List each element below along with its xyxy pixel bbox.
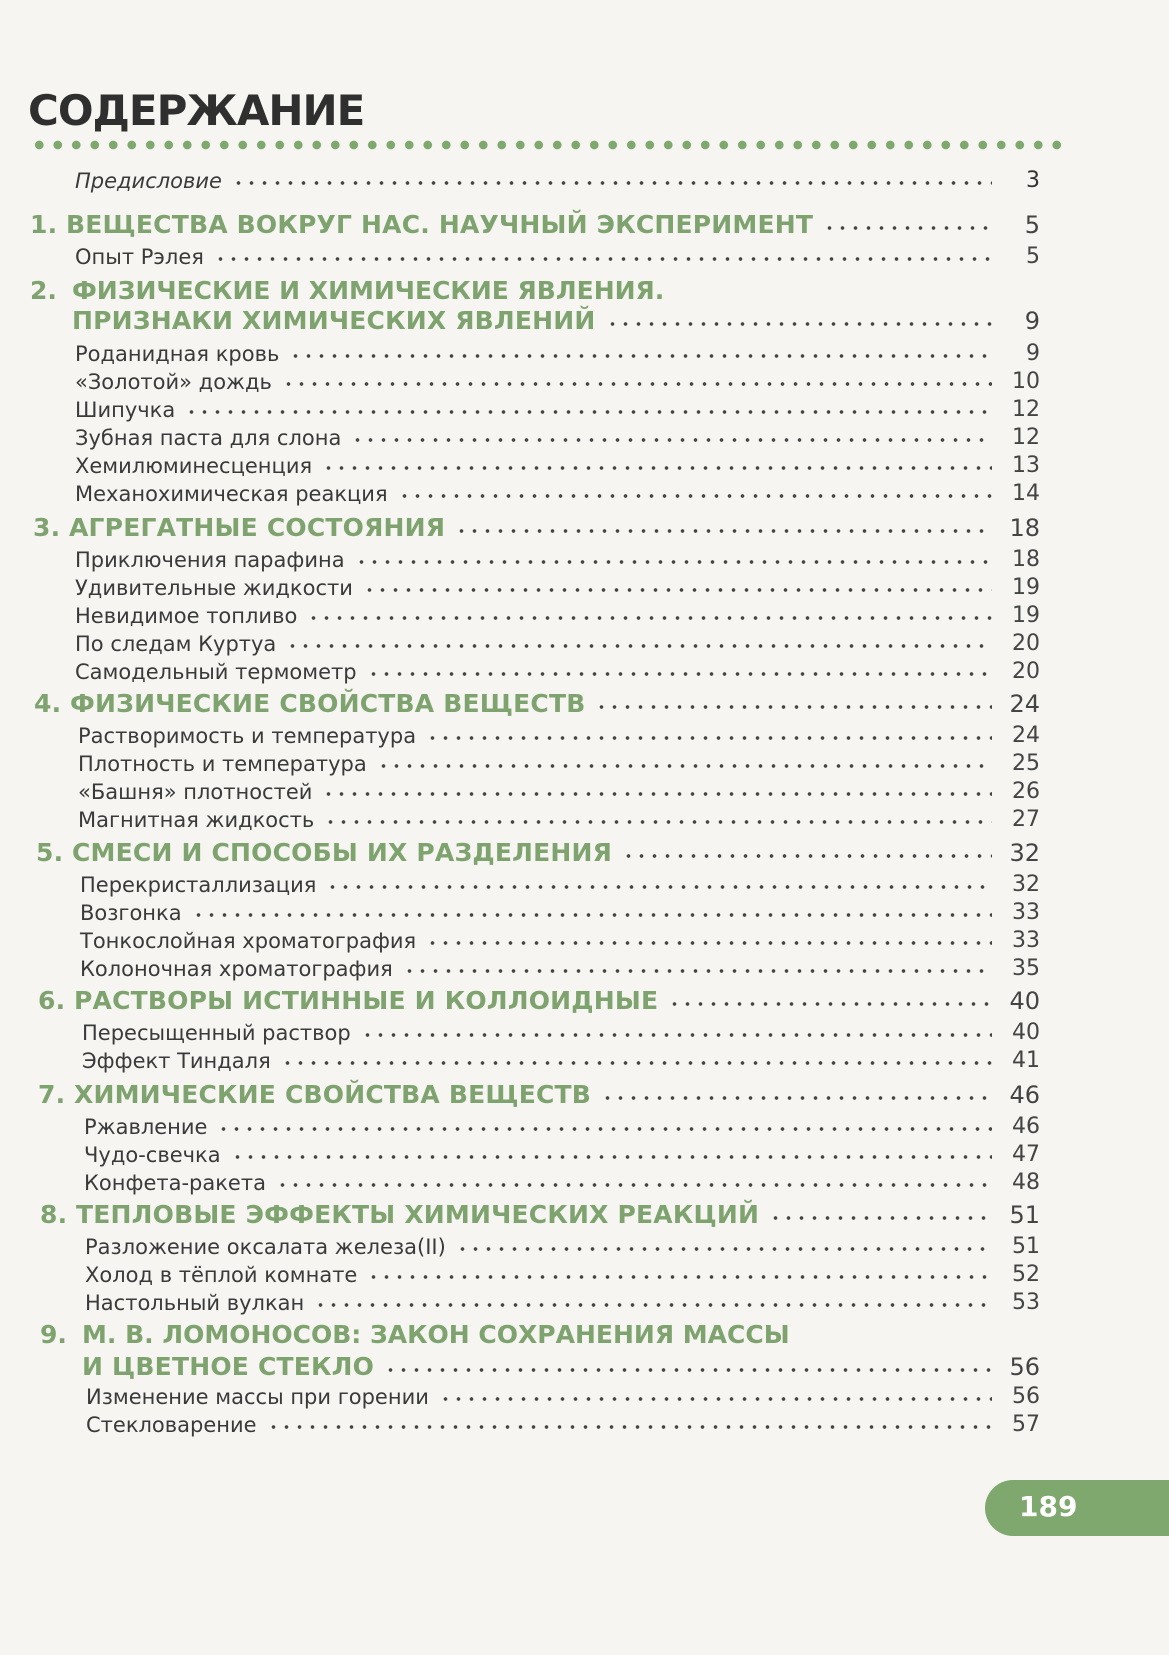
toc-item[interactable] xyxy=(86,1409,1040,1439)
toc-item[interactable] xyxy=(86,1381,1040,1411)
dot-leader xyxy=(214,254,992,264)
dot-leader xyxy=(769,1213,992,1223)
toc-item-label: «Золотой» дождь xyxy=(75,370,272,394)
dot-leader xyxy=(456,1244,992,1254)
toc-item-label: Невидимое топливо xyxy=(75,604,298,628)
chapter-title-text: ВЕЩЕСТВА ВОКРУГ НАС. НАУЧНЫЙ ЭКСПЕРИМЕНТ xyxy=(66,210,814,239)
toc-item-page: 46 xyxy=(1012,1114,1040,1139)
toc-chapter[interactable] xyxy=(82,1352,1040,1382)
toc-item-page: 53 xyxy=(1012,1290,1040,1315)
toc-chapter-label xyxy=(40,1200,759,1230)
toc-item-label: Роданидная кровь xyxy=(75,342,280,366)
dot-leader xyxy=(823,223,992,233)
dot-leader xyxy=(426,733,992,743)
toc-item-page: 51 xyxy=(1012,1234,1040,1259)
dot-leader xyxy=(426,938,992,948)
toc-item-label: Растворимость и температура xyxy=(78,724,417,748)
toc-chapter[interactable] xyxy=(36,838,1040,868)
toc-chapter[interactable] xyxy=(72,306,1040,336)
toc-item-label: «Башня» плотностей xyxy=(78,780,313,804)
toc-chapter-label: ПРИЗНАКИ ХИМИЧЕСКИХ ЯВЛЕНИЙ xyxy=(72,306,596,335)
dot-leader xyxy=(606,319,992,329)
toc-item[interactable] xyxy=(85,1231,1040,1261)
toc-item-label: Магнитная жидкость xyxy=(78,808,315,832)
toc-item-page: 56 xyxy=(1012,1384,1040,1409)
chapter-title-text: ХИМИЧЕСКИЕ СВОЙСТВА ВЕЩЕСТВ xyxy=(74,1080,592,1109)
chapter-title-line1[interactable] xyxy=(40,1320,790,1350)
toc-item-label: Возгонка xyxy=(80,901,182,925)
toc-item-label: Настольный вулкан xyxy=(85,1291,305,1315)
toc-item-page: 41 xyxy=(1012,1048,1040,1073)
toc-item-label: Самодельный термометр xyxy=(75,660,357,684)
dot-leader xyxy=(595,702,992,712)
toc-preface-label: Предисловие xyxy=(75,169,222,193)
chapter-number: 2. xyxy=(30,276,57,305)
dot-leader xyxy=(351,435,992,445)
dot-leader xyxy=(355,557,992,567)
toc-item[interactable] xyxy=(80,869,1040,899)
chapter-title-text: М. В. ЛОМОНОСОВ: ЗАКОН СОХРАНЕНИЯ МАССЫ xyxy=(82,1320,790,1349)
dot-leader xyxy=(322,463,992,473)
toc-item-label: Плотность и температура xyxy=(78,752,367,776)
toc-item-label: Хемилюминесценция xyxy=(75,454,313,478)
dot-leader xyxy=(622,851,992,861)
dot-leader xyxy=(403,966,992,976)
toc-preface-page: 3 xyxy=(1026,168,1040,193)
toc-item[interactable] xyxy=(78,748,1040,778)
toc-item-page: 24 xyxy=(1012,723,1040,748)
toc-item-page: 35 xyxy=(1012,956,1040,981)
toc-item-label: Конфета-ракета xyxy=(84,1171,266,1195)
dot-leader xyxy=(398,491,992,501)
toc-item[interactable] xyxy=(85,1259,1040,1289)
toc-item-page: 20 xyxy=(1012,659,1040,684)
toc-chapter[interactable] xyxy=(38,1080,1040,1110)
toc-chapter[interactable] xyxy=(33,513,1040,543)
dot-leader xyxy=(322,789,992,799)
toc-item-page: 14 xyxy=(1012,481,1040,506)
dot-leader xyxy=(455,526,992,536)
toc-item-page: 48 xyxy=(1012,1170,1040,1195)
toc-item[interactable] xyxy=(75,241,1040,271)
toc-item-label: Приключения парафина xyxy=(75,548,345,572)
toc-chapter-label xyxy=(36,838,612,868)
toc-item[interactable] xyxy=(75,478,1040,508)
toc-item-page: 32 xyxy=(1012,872,1040,897)
toc-chapter-page: 32 xyxy=(1009,839,1040,867)
toc-chapter-label xyxy=(34,689,585,719)
chapter-title-text: РАСТВОРЫ ИСТИННЫЕ И КОЛЛОИДНЫЕ xyxy=(74,986,659,1015)
toc-item-label: Зубная паста для слона xyxy=(75,426,342,450)
toc-item[interactable] xyxy=(75,656,1040,686)
dot-leader xyxy=(281,1058,992,1068)
toc-item-page: 12 xyxy=(1012,397,1040,422)
toc-item-label: Изменение массы при горении xyxy=(86,1385,429,1409)
toc-item-label: Колоночная хроматография xyxy=(80,957,393,981)
toc-item[interactable] xyxy=(78,804,1040,834)
toc-chapter-page: 40 xyxy=(1009,987,1040,1015)
toc-item[interactable] xyxy=(75,366,1040,396)
toc-chapter[interactable] xyxy=(30,210,1040,240)
toc-item[interactable] xyxy=(84,1167,1040,1197)
dot-leader xyxy=(276,1180,992,1190)
toc-item[interactable] xyxy=(75,628,1040,658)
toc-item-page: 19 xyxy=(1012,603,1040,628)
chapter-title-text: АГРЕГАТНЫЕ СОСТОЯНИЯ xyxy=(69,513,446,542)
toc-item[interactable] xyxy=(75,338,1040,368)
toc-item[interactable] xyxy=(82,1045,1040,1075)
toc-item-page: 57 xyxy=(1012,1412,1040,1437)
dot-leader xyxy=(601,1093,992,1103)
toc-item-label: Холод в тёплой комнате xyxy=(85,1263,358,1287)
dot-leader xyxy=(384,1365,992,1375)
toc-item-page: 10 xyxy=(1012,369,1040,394)
toc-item-label: Механохимическая реакция xyxy=(75,482,388,506)
toc-item-label: Чудо-свечка xyxy=(84,1143,221,1167)
toc-chapter-page: 46 xyxy=(1009,1081,1040,1109)
toc-item-page: 5 xyxy=(1026,244,1040,269)
toc-item-label: Ржавление xyxy=(84,1115,208,1139)
dot-leader xyxy=(289,351,992,361)
toc-item-label: Тонкослойная хроматография xyxy=(80,929,417,953)
toc-item-page: 13 xyxy=(1012,453,1040,478)
dot-leader xyxy=(267,1422,992,1432)
chapter-number: 3. xyxy=(33,513,61,542)
toc-chapter-label xyxy=(38,1080,591,1110)
chapter-number: 8. xyxy=(40,1200,68,1229)
dot-leader xyxy=(282,379,992,389)
toc-chapter-page: 18 xyxy=(1009,514,1040,542)
chapter-number: 6. xyxy=(38,986,66,1015)
title-dot-divider xyxy=(30,139,1070,151)
toc-item[interactable] xyxy=(80,897,1040,927)
dot-leader xyxy=(286,641,992,651)
dot-leader xyxy=(185,407,992,417)
toc-item-page: 33 xyxy=(1012,928,1040,953)
toc-item[interactable] xyxy=(82,1017,1040,1047)
toc-item-page: 27 xyxy=(1012,807,1040,832)
toc-item-page: 26 xyxy=(1012,779,1040,804)
dot-leader xyxy=(307,613,992,623)
toc-chapter-page: 56 xyxy=(1009,1353,1040,1381)
dot-leader xyxy=(326,882,992,892)
toc-item-page: 20 xyxy=(1012,631,1040,656)
toc-chapter-page: 51 xyxy=(1009,1201,1040,1229)
toc-chapter[interactable] xyxy=(34,689,1040,719)
toc-chapter-label xyxy=(30,210,813,240)
toc-item-label: Шипучка xyxy=(75,398,176,422)
toc-item-label: Удивительные жидкости xyxy=(75,576,353,600)
dot-leader xyxy=(232,178,992,188)
dot-leader xyxy=(192,910,992,920)
chapter-number: 5. xyxy=(36,838,64,867)
toc-item[interactable] xyxy=(75,422,1040,452)
toc-item-page: 18 xyxy=(1012,547,1040,572)
chapter-title-text: ФИЗИЧЕСКИЕ И ХИМИЧЕСКИЕ ЯВЛЕНИЯ. xyxy=(72,276,665,305)
toc-item[interactable] xyxy=(75,544,1040,574)
toc-item[interactable] xyxy=(78,720,1040,750)
dot-leader xyxy=(668,999,992,1009)
dot-leader xyxy=(439,1394,992,1404)
chapter-number: 4. xyxy=(34,689,62,718)
toc-preface[interactable] xyxy=(75,165,1040,195)
dot-leader xyxy=(231,1152,992,1162)
toc-item-label: По следам Куртуа xyxy=(75,632,277,656)
toc-item[interactable] xyxy=(85,1287,1040,1317)
toc-item-page: 25 xyxy=(1012,751,1040,776)
chapter-number: 1. xyxy=(30,210,58,239)
toc-item[interactable] xyxy=(75,450,1040,480)
toc-item-label: Разложение оксалата железа(II) xyxy=(85,1235,446,1259)
toc-item-label: Опыт Рэлея xyxy=(75,245,204,269)
toc-item-label: Пересыщенный раствор xyxy=(82,1021,351,1045)
toc-chapter[interactable] xyxy=(40,1200,1040,1230)
chapter-number: 9. xyxy=(40,1320,67,1349)
chapter-title-line1[interactable] xyxy=(30,276,664,306)
page-number: 189 xyxy=(1019,1490,1078,1523)
toc-item-label: Перекристаллизация xyxy=(80,873,317,897)
toc-item-page: 12 xyxy=(1012,425,1040,450)
chapter-title-text: СМЕСИ И СПОСОБЫ ИХ РАЗДЕЛЕНИЯ xyxy=(72,838,613,867)
dot-leader xyxy=(324,817,992,827)
page-title: СОДЕРЖАНИЕ xyxy=(28,86,365,135)
chapter-number: 7. xyxy=(38,1080,66,1109)
toc-item[interactable] xyxy=(75,572,1040,602)
toc-chapter-label xyxy=(38,986,658,1016)
dot-leader xyxy=(361,1030,992,1040)
toc-item[interactable] xyxy=(84,1111,1040,1141)
toc-item-page: 47 xyxy=(1012,1142,1040,1167)
toc-chapter-page: 9 xyxy=(1024,307,1040,335)
dot-leader xyxy=(377,761,992,771)
dot-leader xyxy=(367,669,992,679)
toc-item-page: 33 xyxy=(1012,900,1040,925)
toc-item[interactable] xyxy=(80,953,1040,983)
chapter-title-text: ТЕПЛОВЫЕ ЭФФЕКТЫ ХИМИЧЕСКИХ РЕАКЦИЙ xyxy=(76,1200,760,1229)
toc-chapter-page: 5 xyxy=(1024,211,1040,239)
toc-item-label: Стекловарение xyxy=(86,1413,257,1437)
toc-chapter-page: 24 xyxy=(1009,690,1040,718)
toc-item[interactable] xyxy=(84,1139,1040,1169)
toc-item[interactable] xyxy=(78,776,1040,806)
toc-item-page: 40 xyxy=(1012,1020,1040,1045)
toc-item[interactable] xyxy=(75,600,1040,630)
page-number-tab xyxy=(985,1480,1169,1536)
toc-item-page: 52 xyxy=(1012,1262,1040,1287)
toc-item-page: 19 xyxy=(1012,575,1040,600)
dot-leader xyxy=(314,1300,992,1310)
dot-leader xyxy=(367,1272,992,1282)
toc-item[interactable] xyxy=(75,394,1040,424)
dot-leader xyxy=(217,1124,992,1134)
toc-chapter-label xyxy=(33,513,445,543)
toc-item[interactable] xyxy=(80,925,1040,955)
chapter-title-text: ФИЗИЧЕСКИЕ СВОЙСТВА ВЕЩЕСТВ xyxy=(70,689,586,718)
toc-chapter-label: И ЦВЕТНОЕ СТЕКЛО xyxy=(82,1352,375,1381)
dot-leader xyxy=(363,585,992,595)
toc-item-page: 9 xyxy=(1026,341,1040,366)
toc-chapter[interactable] xyxy=(38,986,1040,1016)
toc-item-label: Эффект Тиндаля xyxy=(82,1049,271,1073)
